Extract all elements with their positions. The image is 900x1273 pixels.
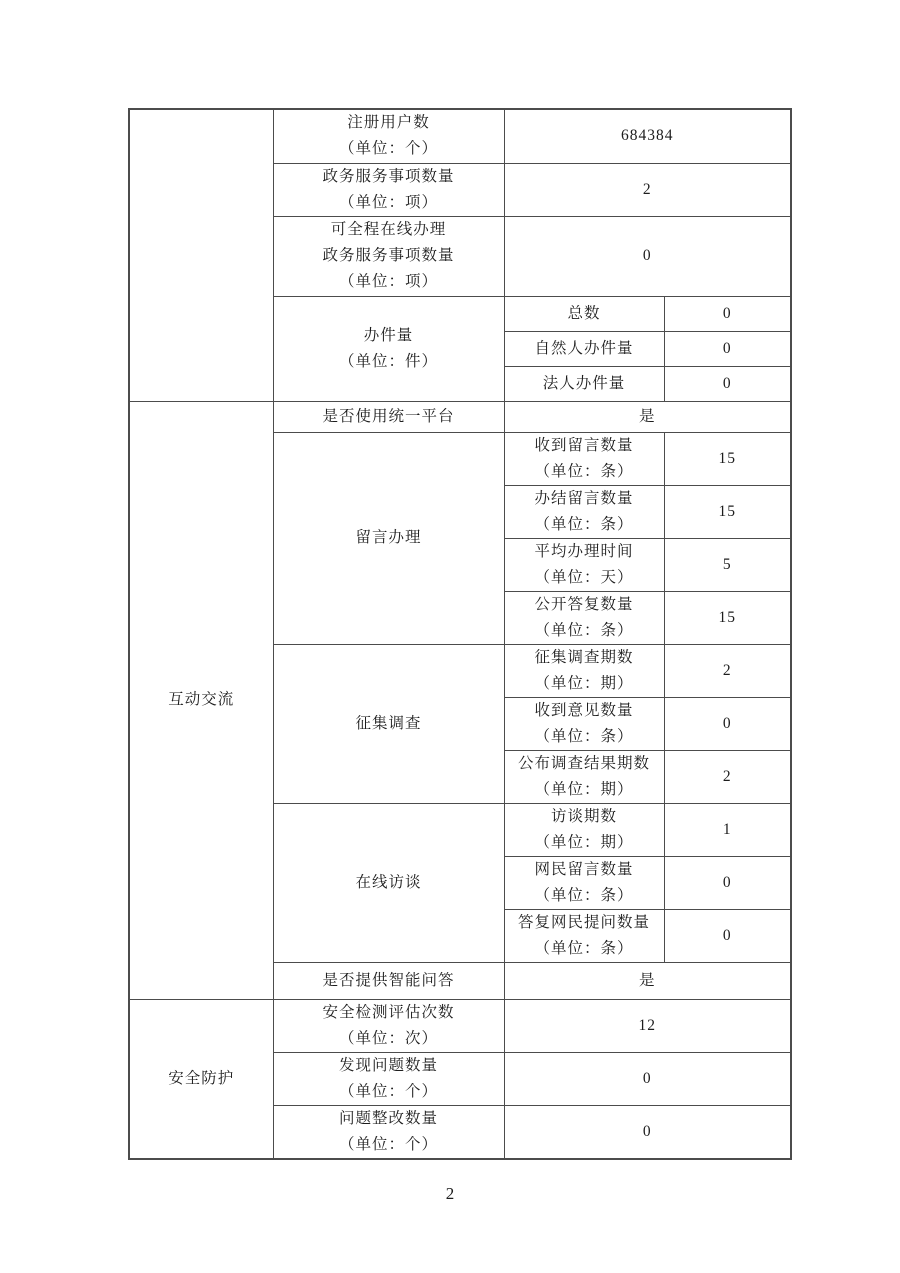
row-label-registered-users	[273, 109, 504, 163]
subitem-label-results-published	[504, 750, 664, 803]
subitem-label-netizen-messages	[504, 856, 664, 909]
value-cell-full-online-items: 0	[504, 216, 791, 296]
group-label-survey: 征集调查	[273, 644, 504, 803]
value-cell-messages-completed: 15	[664, 485, 791, 538]
subitem-unit-text: （单位：期）	[534, 833, 634, 851]
subitem-unit-text: （单位：条）	[534, 515, 634, 533]
value-cell-messages-received: 15	[664, 432, 791, 485]
value-cell-total: 0	[664, 296, 791, 331]
subitem-unit-text: （单位：期）	[534, 674, 634, 692]
subitem-label-text: 平均办理时间	[534, 542, 634, 560]
row-label-service-items	[273, 163, 504, 216]
group-unit-text: （单位：件）	[338, 352, 438, 370]
section-cell-security: 安全防护	[129, 999, 273, 1159]
row-unit-text: （单位：个）	[338, 1135, 438, 1153]
row-label-full-online-items	[273, 216, 504, 296]
row-label-smart-qa: 是否提供智能问答	[273, 962, 504, 999]
subitem-label-public-replies	[504, 591, 664, 644]
value-cell-smart-qa: 是	[504, 962, 791, 999]
page-number: 2	[445, 1184, 455, 1203]
subitem-label-legal-person: 法人办件量	[504, 366, 664, 401]
subitem-label-messages-received	[504, 432, 664, 485]
value-cell-netizen-messages: 0	[664, 856, 791, 909]
row-label-text: 政务服务事项数量	[322, 247, 455, 264]
subitem-label-total: 总数	[504, 296, 664, 331]
row-unit-text: （单位：个）	[338, 1082, 438, 1100]
subitem-label-text: 办结留言数量	[534, 489, 634, 507]
value-cell-opinions-received: 0	[664, 697, 791, 750]
row-unit-text: （单位：次）	[338, 1029, 438, 1047]
subitem-unit-text: （单位：条）	[534, 621, 634, 639]
value-cell-unified-platform: 是	[504, 401, 791, 432]
row-label-text: 问题整改数量	[338, 1109, 438, 1127]
subitem-unit-text: （单位：条）	[534, 462, 634, 480]
row-label-problems-found	[273, 1052, 504, 1105]
subitem-label-text: 访谈期数	[550, 807, 617, 825]
subitem-label-text: 征集调查期数	[534, 648, 634, 666]
value-cell-problems-rectified: 0	[504, 1105, 791, 1159]
row-label-text: 发现问题数量	[338, 1056, 438, 1074]
value-cell-legal-person: 0	[664, 366, 791, 401]
value-cell-problems-found: 0	[504, 1052, 791, 1105]
subitem-label-text: 收到意见数量	[534, 701, 634, 719]
subitem-label-interview-periods	[504, 803, 664, 856]
row-label-text: 可全程在线办理	[330, 221, 447, 238]
subitem-label-messages-completed	[504, 485, 664, 538]
row-label-problems-rectified	[273, 1105, 504, 1159]
value-cell-natural-person: 0	[664, 331, 791, 366]
group-label-case-volume	[273, 296, 504, 401]
subitem-label-text: 答复网民提问数量	[517, 913, 650, 931]
value-cell-security-assessments: 12	[504, 999, 791, 1052]
value-cell-results-published: 2	[664, 750, 791, 803]
row-unit-text: （单位：项）	[338, 193, 438, 211]
subitem-label-text: 公布调查结果期数	[517, 754, 650, 772]
row-unit-text: （单位：个）	[338, 140, 438, 158]
subitem-label-text: 公开答复数量	[534, 595, 634, 613]
row-label-text: 安全检测评估次数	[322, 1003, 455, 1021]
row-label-security-assessments	[273, 999, 504, 1052]
subitem-label-opinions-received	[504, 697, 664, 750]
row-unit-text: （单位：项）	[338, 273, 438, 290]
subitem-label-questions-answered	[504, 909, 664, 962]
subitem-label-text: 收到留言数量	[534, 436, 634, 454]
value-cell-interview-periods: 1	[664, 803, 791, 856]
subitem-unit-text: （单位：条）	[534, 886, 634, 904]
value-cell-average-time: 5	[664, 538, 791, 591]
row-label-text: 注册用户数	[347, 114, 430, 132]
subitem-label-text: 网民留言数量	[534, 860, 634, 878]
subitem-label-natural-person: 自然人办件量	[504, 331, 664, 366]
subitem-unit-text: （单位：条）	[534, 727, 634, 745]
value-cell-service-items: 2	[504, 163, 791, 216]
section-cell-interaction: 互动交流	[129, 401, 273, 999]
subitem-label-average-time	[504, 538, 664, 591]
value-cell-public-replies: 15	[664, 591, 791, 644]
statistics-table	[128, 108, 792, 1160]
value-cell-survey-periods: 2	[664, 644, 791, 697]
subitem-unit-text: （单位：条）	[534, 939, 634, 957]
subitem-label-survey-periods	[504, 644, 664, 697]
group-label-online-interview: 在线访谈	[273, 803, 504, 962]
subitem-unit-text: （单位：期）	[534, 780, 634, 798]
row-label-unified-platform: 是否使用统一平台	[273, 401, 504, 432]
group-label-text: 办件量	[363, 326, 414, 344]
section-cell-blank	[129, 109, 273, 401]
row-label-text: 政务服务事项数量	[322, 167, 455, 185]
subitem-unit-text: （单位：天）	[534, 568, 634, 586]
group-label-message-handling: 留言办理	[273, 432, 504, 644]
value-cell-questions-answered: 0	[664, 909, 791, 962]
value-cell-registered-users: 684384	[504, 109, 791, 163]
